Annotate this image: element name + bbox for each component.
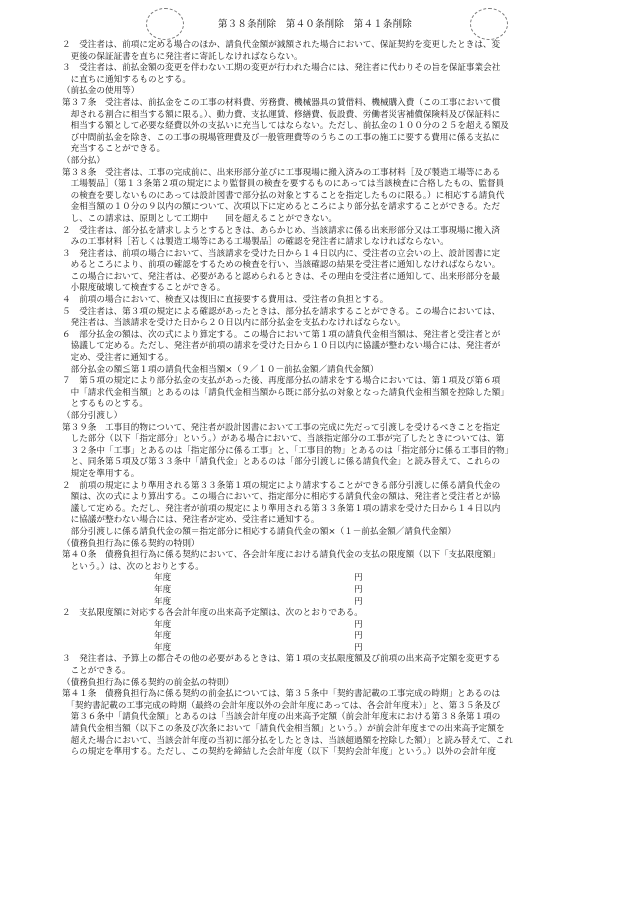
text-line: 充当することができる。 [62,144,166,155]
text-line: とするものとする。 [62,399,148,410]
text-line: （前払金の使用等） [62,86,140,97]
text-line: という。）は、次のとおりとする。 [62,561,204,572]
text-line: 規定を準用する。 [62,468,140,479]
text-line: （部分引渡し） [62,411,123,421]
text-line: ６ 部分払金の額は、次の式により算定する。この場合において第１項の請負代金相当額は、発注者と受注者とが [62,329,501,340]
text-line: 部分引渡しに係る請負代金の額＝指定部分に相応する請負代金の額×（１－前払金額／請負代金額） [62,526,456,537]
yen-unit: 円 [354,584,363,595]
text-line: 「契約書記載の工事完成の時期（最終の会計年度以外の会計年度にあっては、各会計年度末）」と、第３５条及び [62,700,501,711]
text-line: ことができる。 [62,666,131,677]
fiscal-year-label: 年度 [154,619,172,630]
text-line: し、この請求は、原則として工期中 回を超えることができない。 [62,213,338,224]
text-line: みの工事材料［若しくは製造工場等にある工場製品］の確認を発注者に請求しなければならない。 [62,237,449,248]
text-line: 更後の保証証書を直ちに発注者に寄託しなければならない。 [62,51,303,62]
text-line: 小限度破壊して検査することができる。 [62,283,226,294]
fiscal-year-row [114,573,374,585]
text-line: 金相当額の１０分の９以内の額について、次項以下に定めるところにより部分払を請求することができる。ただ [62,202,500,213]
yen-unit: 円 [354,596,363,607]
fiscal-year-row [114,631,374,643]
text-line: ３ 発注者は、前項の場合において、当該請求を受けた日から１４日以内に、受注者の立会いの上、設計図書に定 [62,248,501,259]
text-line: ７ 第５項の規定により部分払金の支払があった後、再度部分払の請求をする場合においては、第１項及び第６項 [62,376,501,387]
text-line: の検査を要しないものにあっては設計図書で部分払の対象とすることを指定したものに限る。）に相応する請負代 [62,190,505,201]
text-line: 超えた場合において、当該会計年度の当初に部分払をしたときは、当該超過額を控除した額）」と読み替えて、これ [62,735,513,746]
text-line: 却される割合に相当する額に限る。）、動力費、支払運賃、修繕費、仮設費、労働者災害補償保険料及び保証料に [62,109,501,120]
fiscal-year-row [114,643,374,655]
text-line: ３２条中「工事」とあるのは「指定部分に係る工事」と、「工事目的物」とあるのは「指定部分に係る工事目的物」 [62,445,514,456]
yen-unit: 円 [354,631,363,642]
fiscal-year-label: 年度 [154,642,172,653]
fiscal-year-label: 年度 [154,631,172,642]
text-line: めるところにより、前項の確認をするための検査を行い、当該確認の結果を受注者に通知しなければならない。 [62,260,501,271]
text-line: 相当する額として必要な経費以外の支払いに充当してはならない。ただし、前払金の１００分の２５を超える額及 [62,121,509,132]
text-line: 第３９条 工事目的物について、発注者が設計図書において工事の完成に先だって引渡しを受けるべきことを指定 [62,422,500,433]
text-line: ３ 発注者は、予算上の都合その他の必要があるときは、第１項の支払限度額及び前項の出来高予定額を変更する [62,654,501,665]
text-line: ２ 受注者は、前項に定める場合のほか、請負代金額が減額された場合において、保証契約を変更したときは、変 [62,40,501,50]
yen-unit: 円 [354,573,363,584]
yen-unit: 円 [354,642,363,653]
fiscal-year-label: 年度 [154,596,172,607]
yen-unit: 円 [354,619,363,630]
text-line: 第４０条 債務負担行為に係る契約において、各会計年度における請負代金の支払の限度額（以下「支払限度額」 [62,550,501,561]
article-text-block [62,654,584,758]
text-line: （部分払） [62,155,105,166]
fiscal-year-row [114,597,374,609]
text-line: ２ 前項の規定により準用される第３３条第１項の規定により請求することができる部分引渡しに係る請負代金の [62,480,501,491]
article-text-block [62,608,584,620]
text-line: に協議が整わない場合には、発注者が定め、受注者に通知する。 [62,515,320,526]
fiscal-year-row [114,620,374,632]
text-line: 第３６条中「請負代金額」とあるのは「当該会計年度の出来高予定額（前会計年度末における第３８条第１項の [62,712,501,723]
text-line: （債務負担行為に係る契約の特則） [62,538,200,549]
expected-output-table [62,620,584,655]
text-line: 額は、次の式により算出する。この場合において、指定部分に相応する請負代金の額は、発注者と受注者とが協 [62,492,501,503]
text-line: 部分払金の額≦第１項の請負代金相当額×（９／１０－前払金額／請負代金額） [62,364,379,375]
text-line: この場合において、発注者は、必要があると認められるときは、その理由を受注者に通知して、出来形部分を最 [62,271,500,282]
text-line: （債務負担行為に係る契約の前金払の特則） [62,677,234,688]
text-line: ４ 前項の場合において、検査又は復旧に直接要する費用は、受注者の負担とする。 [62,295,389,306]
page-header: 第３８条削除 第４０条削除 第４１条削除 [217,19,412,30]
fiscal-year-label: 年度 [154,573,172,584]
text-line: 第３７条 受注者は、前払金をこの工事の材料費、労務費、機械器具の賃借料、機械購入費（この工事において償 [62,97,501,108]
text-line: ２ 支払限度額に対応する各会計年度の出来高予定額は、次のとおりである。 [62,608,363,619]
payment-limit-table [62,573,584,608]
text-line: 第３８条 受注者は、工事の完成前に、出来形部分並びに工事現場に搬入済みの工事材料［及び製造工場等にある [62,167,501,178]
document-body [62,40,584,759]
article-text-block [62,40,584,573]
text-line: 請負代金相当額（以下この条及び次条において「請負代金相当額」という。）が前会計年度までの出来高予定額を [62,724,505,735]
text-line: 発注者は、当該請求を受けた日から２０日以内に部分払金を支払わなければならない。 [62,318,406,329]
text-line: 議して定める。ただし、発注者が前項の規定により準用される第３３条第１項の請求を受けた日から１４日以内 [62,503,501,514]
text-line: と、同条第５項及び第３３条中「請負代金」とあるのは「部分引渡しに係る請負代金」と読み替えて、これらの [62,457,501,468]
text-line: 工場製品］（第１３条第２項の規定により監督員の検査を要するものにあっては当該検査に合格したもの、監督員 [62,179,505,190]
text-line: ５ 受注者は、第３項の規定による確認があったときは、部分払を請求することができる。この場合においては、 [62,306,501,317]
text-line: 協議して定める。ただし、発注者が前項の請求を受けた日から１０日以内に協議が整わない場合には、発注者が [62,341,501,352]
text-line: ２ 受注者は、部分払を請求しようとするときは、あらかじめ、当該請求に係る出来形部分又は工事現場に搬入済 [62,225,500,236]
text-line: ３ 受注者は、前払金額の変更を伴わない工期の変更が行われた場合には、発注者に代わりその旨を保証事業会社 [62,63,501,74]
text-line: 第４１条 債務負担行為に係る契約の前金払については、第３５条中「契約書記載の工事完成の時期」とあるのは [62,689,501,700]
text-line: した部分（以下「指定部分」という。）がある場合において、当該指定部分の工事が完了したときについては、第 [62,434,505,445]
text-line: 定め、受注者に通知する。 [62,353,174,364]
fiscal-year-label: 年度 [154,584,172,595]
text-line: 中「請求代金相当額」とあるのは「請負代金相当額から既に部分払の対象となった請負代金相当額を控除した額」 [62,387,509,398]
text-line: らの規定を準用する。ただし、この契約を締結した会計年度（以下「契約会計年度」という。）以外の会計年度 [62,747,496,758]
text-line: び中間前払金を除き、この工事の現場管理費及び一般管理費等のうちこの工事の施工に要する費用に係る支払に [62,132,500,143]
text-line: に直ちに通知するものとする。 [62,74,191,85]
fiscal-year-row [114,585,374,597]
